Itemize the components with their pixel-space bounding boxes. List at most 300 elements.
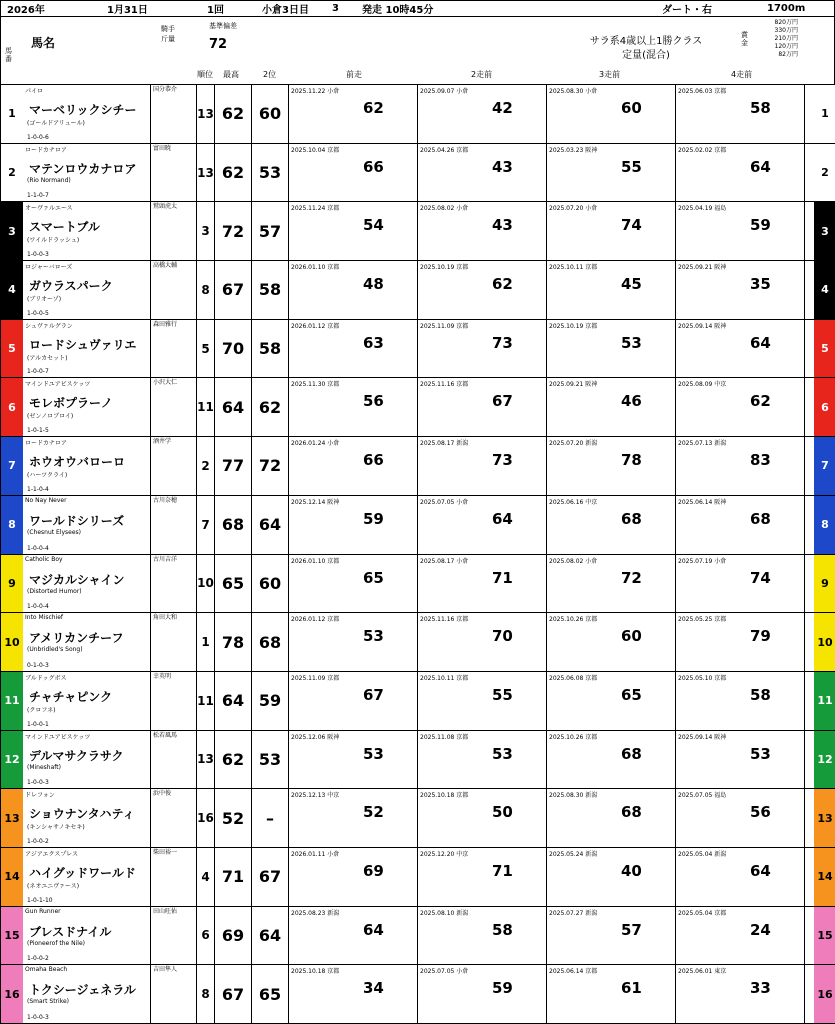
past-race-score: 58 <box>750 99 771 117</box>
horse-dam-sire: (Unbridled's Song) <box>27 646 83 654</box>
horse-sire: Omaha Beach <box>25 966 68 974</box>
prize-3: 210万円 <box>774 35 798 42</box>
horse-record: 1-0-0-7 <box>27 368 49 376</box>
second-score: 65 <box>252 965 289 1023</box>
past-race-1 <box>289 789 418 847</box>
past-race-header: 2026.01.10 京都 <box>291 264 340 272</box>
past-race-header: 2025.07.05 福島 <box>678 792 727 800</box>
past-race-4 <box>676 437 805 495</box>
past-race-header: 2026.01.24 小倉 <box>291 440 340 448</box>
past-race-score: 24 <box>750 920 771 939</box>
jockey-name: 柴田裕一 <box>153 848 178 856</box>
jockey-cell <box>151 555 197 613</box>
rank-cell: 16 <box>197 789 215 847</box>
past-race-header: 2025.07.20 小倉 <box>549 205 598 213</box>
past-race-score: 83 <box>750 451 771 470</box>
horse-cell <box>23 848 151 906</box>
jockey-name: 酒井学 <box>153 438 172 446</box>
col-name: 馬名 <box>31 36 56 50</box>
horse-record: 1-1-0-4 <box>27 485 49 493</box>
past-race-header: 2025.05.25 京都 <box>678 616 727 624</box>
rank-cell: 11 <box>197 672 215 730</box>
race-number: 3 <box>332 3 339 14</box>
rank-cell: 7 <box>197 496 215 554</box>
past-race-4 <box>676 555 805 613</box>
past-race-score: 71 <box>492 861 513 880</box>
past-race-header: 2025.07.13 新潟 <box>678 440 727 448</box>
horse-cell <box>23 378 151 436</box>
umaban-right: 11 <box>814 672 835 730</box>
past-race-score: 64 <box>750 157 771 176</box>
past-race-header: 2026.01.10 京都 <box>291 557 340 565</box>
horse-dam-sire: (Mineshaft) <box>27 763 61 771</box>
best-score: 62 <box>215 731 252 789</box>
past-race-header: 2025.08.30 新潟 <box>549 792 598 800</box>
past-race-score: 65 <box>621 685 642 704</box>
horse-name: ホウオウバローロ <box>29 455 126 470</box>
past-race-2 <box>418 907 547 965</box>
past-race-4 <box>676 202 805 260</box>
past-race-score: 46 <box>621 392 642 411</box>
prize-list <box>775 19 798 59</box>
sub-header <box>1 17 835 85</box>
past-race-header: 2026.01.11 小倉 <box>291 850 340 858</box>
past-race-4 <box>676 496 805 554</box>
jockey-name: 幸英明 <box>153 672 172 680</box>
jockey-cell <box>151 907 197 965</box>
past-race-header: 2025.09.07 小倉 <box>420 88 469 95</box>
past-race-4 <box>676 85 805 143</box>
umaban-left: 9 <box>1 555 23 613</box>
second-score: 58 <box>252 320 289 378</box>
base-deviation <box>209 21 279 52</box>
horse-cell <box>23 907 151 965</box>
horse-sire: ロードカナロア <box>25 146 67 154</box>
umaban-left: 16 <box>1 965 23 1023</box>
past-race-4 <box>676 907 805 965</box>
past-race-3 <box>547 965 676 1023</box>
umaban-right: 9 <box>814 555 835 613</box>
race-year: 2026年 <box>7 5 45 16</box>
past-race-header: 2025.11.09 京都 <box>420 322 469 330</box>
jockey-cell <box>151 261 197 319</box>
past-race-score: 62 <box>750 392 771 411</box>
horse-cell <box>23 965 151 1023</box>
jockey-cell <box>151 437 197 495</box>
umaban-right: 13 <box>814 789 835 847</box>
past-race-score: 60 <box>621 99 642 117</box>
best-score: 62 <box>215 85 252 143</box>
horse-name: ガウラスパーク <box>29 279 113 294</box>
col-prev1: 前走 <box>346 70 362 79</box>
horse-cell <box>23 613 151 671</box>
second-score: 72 <box>252 437 289 495</box>
umaban-left: 14 <box>1 848 23 906</box>
past-race-header: 2025.10.26 京都 <box>549 733 598 741</box>
past-race-2 <box>418 496 547 554</box>
past-race-header: 2025.09.21 阪神 <box>678 264 727 272</box>
second-score: 68 <box>252 613 289 671</box>
past-race-score: 59 <box>750 216 771 235</box>
jockey-cell <box>151 789 197 847</box>
past-race-score: 64 <box>750 861 771 880</box>
horse-record: 1-0-0-6 <box>27 133 49 141</box>
horse-cell <box>23 85 151 143</box>
umaban-left: 12 <box>1 731 23 789</box>
past-race-header: 2025.11.16 京都 <box>420 616 469 624</box>
past-race-score: 74 <box>621 216 642 235</box>
race-header <box>1 1 835 17</box>
past-race-4 <box>676 731 805 789</box>
past-race-score: 58 <box>492 920 513 939</box>
rank-cell: 13 <box>197 85 215 143</box>
past-race-4 <box>676 261 805 319</box>
base-label: 基準偏差 <box>209 22 237 30</box>
horse-sire: Catholic Boy <box>25 555 63 563</box>
umaban-right: 14 <box>814 848 835 906</box>
past-race-header: 2025.10.11 京都 <box>420 674 469 682</box>
second-score: 64 <box>252 496 289 554</box>
umaban-left: 11 <box>1 672 23 730</box>
past-race-3 <box>547 437 676 495</box>
horse-cell <box>23 789 151 847</box>
jockey-cell <box>151 320 197 378</box>
best-score: 65 <box>215 555 252 613</box>
past-race-score: 59 <box>492 979 513 998</box>
horse-cell <box>23 731 151 789</box>
horse-cell <box>23 437 151 495</box>
past-race-3 <box>547 144 676 202</box>
past-race-1 <box>289 555 418 613</box>
best-score: 69 <box>215 907 252 965</box>
past-race-2 <box>418 437 547 495</box>
jockey-cell <box>151 613 197 671</box>
past-race-header: 2025.02.02 京都 <box>678 146 727 154</box>
horse-cell <box>23 202 151 260</box>
jockey-name: 古川吉洋 <box>153 555 178 563</box>
past-race-2 <box>418 789 547 847</box>
col-best: 最高 <box>223 70 239 79</box>
past-race-1 <box>289 378 418 436</box>
runner-row <box>1 320 835 379</box>
umaban-right: 7 <box>814 437 835 495</box>
col-prev4: 4走前 <box>731 70 753 79</box>
horse-dam-sire: (ワイルドラッシュ) <box>27 237 80 245</box>
past-race-score: 33 <box>750 979 771 998</box>
past-race-header: 2025.06.03 京都 <box>678 88 727 95</box>
past-race-header: 2025.08.17 小倉 <box>420 557 469 565</box>
past-race-3 <box>547 555 676 613</box>
umaban-right: 3 <box>814 202 835 260</box>
past-race-1 <box>289 907 418 965</box>
past-race-1 <box>289 437 418 495</box>
race-conditions <box>561 35 731 63</box>
horse-dam-sire: (Chesnut Elysees) <box>27 528 81 536</box>
past-race-score: 64 <box>492 509 513 528</box>
second-score: – <box>252 789 289 847</box>
past-race-score: 63 <box>363 333 384 352</box>
best-score: 72 <box>215 202 252 260</box>
second-score: 59 <box>252 672 289 730</box>
horse-sire: Gun Runner <box>25 907 61 915</box>
jockey-name: 古川奈穂 <box>153 496 178 504</box>
past-race-2 <box>418 555 547 613</box>
horse-record: 1-0-0-2 <box>27 837 49 845</box>
past-race-header: 2025.10.19 京都 <box>420 264 469 272</box>
past-race-1 <box>289 848 418 906</box>
horse-sire: No Nay Never <box>25 496 67 504</box>
runner-row <box>1 731 835 790</box>
past-race-header: 2025.06.08 京都 <box>549 674 598 682</box>
horse-record: 1-1-0-7 <box>27 192 49 200</box>
col-rank: 順位 <box>197 70 213 79</box>
race-weight-rule: 定量(混合) <box>622 50 670 61</box>
past-race-3 <box>547 320 676 378</box>
jockey-name: 富田暁 <box>153 144 172 152</box>
past-race-score: 53 <box>363 627 384 646</box>
best-score: 71 <box>215 848 252 906</box>
past-race-score: 48 <box>363 275 384 294</box>
past-race-score: 55 <box>492 685 513 704</box>
past-race-header: 2025.04.26 京都 <box>420 146 469 154</box>
prize-2: 330万円 <box>774 27 798 34</box>
past-race-score: 64 <box>750 333 771 352</box>
horse-dam-sire: (ゴールドアリュール) <box>27 120 85 127</box>
past-race-header: 2025.08.10 新潟 <box>420 909 469 917</box>
col-prev3: 3走前 <box>599 70 621 79</box>
jockey-name: 吉田隼人 <box>153 966 178 974</box>
past-race-score: 56 <box>750 803 771 822</box>
past-race-4 <box>676 320 805 378</box>
past-race-2 <box>418 85 547 143</box>
horse-record: 1-0-1-10 <box>27 896 53 904</box>
col-jockey: 騎手 <box>161 25 175 33</box>
past-race-score: 68 <box>750 509 771 528</box>
runner-row <box>1 85 835 144</box>
past-race-2 <box>418 848 547 906</box>
horse-record: 1-0-0-5 <box>27 309 49 317</box>
past-race-score: 45 <box>621 275 642 294</box>
race-venue: 小倉3日目 <box>262 5 309 16</box>
jockey-name: 小沢大仁 <box>153 379 178 387</box>
past-race-3 <box>547 496 676 554</box>
rank-cell: 1 <box>197 613 215 671</box>
horse-cell <box>23 496 151 554</box>
past-race-score: 62 <box>363 99 384 117</box>
past-race-score: 69 <box>363 861 384 880</box>
past-race-4 <box>676 789 805 847</box>
past-race-header: 2025.10.19 京都 <box>549 322 598 330</box>
past-race-score: 66 <box>363 451 384 470</box>
horse-name: ブレスドナイル <box>29 924 112 939</box>
horse-dam-sire: (ゼンノロブロイ) <box>27 413 74 421</box>
horse-sire: ブルドッグボス <box>25 674 67 682</box>
past-race-header: 2025.12.13 中京 <box>291 792 340 800</box>
second-score: 58 <box>252 261 289 319</box>
horse-record: 1-0-0-1 <box>27 720 49 728</box>
horse-dam-sire: (クロフネ) <box>27 706 56 714</box>
past-race-score: 66 <box>363 157 384 176</box>
runner-row <box>1 555 835 614</box>
past-race-score: 53 <box>363 744 384 763</box>
past-race-header: 2025.05.10 京都 <box>678 674 727 682</box>
horse-record: 1-0-0-4 <box>27 544 49 552</box>
past-race-score: 62 <box>492 275 513 294</box>
past-race-header: 2025.11.24 京都 <box>291 205 340 213</box>
runner-row <box>1 437 835 496</box>
past-race-2 <box>418 320 547 378</box>
rank-cell: 5 <box>197 320 215 378</box>
past-race-header: 2025.11.22 小倉 <box>291 88 340 95</box>
past-race-score: 71 <box>492 568 513 587</box>
past-race-header: 2025.05.24 新潟 <box>549 850 598 858</box>
jockey-cell <box>151 144 197 202</box>
horse-sire: ロードカナロア <box>25 440 67 448</box>
past-race-header: 2025.04.19 福島 <box>678 205 727 213</box>
past-race-3 <box>547 731 676 789</box>
past-race-score: 43 <box>492 157 513 176</box>
rank-cell: 2 <box>197 437 215 495</box>
past-race-4 <box>676 613 805 671</box>
prize-4: 120万円 <box>774 43 798 50</box>
horse-name: マーベリックシチー <box>29 103 137 117</box>
horse-cell <box>23 555 151 613</box>
horse-name: トクシージェネラル <box>29 983 136 998</box>
past-race-header: 2025.06.16 中京 <box>549 498 598 506</box>
umaban-left: 13 <box>1 789 23 847</box>
base-value: 72 <box>209 37 228 52</box>
jockey-name: 田山旺佑 <box>153 907 178 915</box>
horse-dam-sire: (Rio Normand) <box>27 176 71 184</box>
past-race-score: 67 <box>492 392 513 411</box>
past-race-3 <box>547 907 676 965</box>
best-score: 67 <box>215 965 252 1023</box>
horse-dam-sire: (ネオユニヴァース) <box>27 882 80 890</box>
past-race-score: 57 <box>621 920 642 939</box>
past-race-header: 2025.07.20 新潟 <box>549 440 598 448</box>
past-race-score: 61 <box>621 979 642 998</box>
past-race-2 <box>418 672 547 730</box>
horse-name: デルマサクラサク <box>29 748 124 763</box>
past-race-score: 40 <box>621 861 642 880</box>
horse-name: アメリカンチーフ <box>29 631 124 646</box>
past-race-score: 54 <box>363 216 384 235</box>
past-race-header: 2025.12.06 阪神 <box>291 733 340 741</box>
rank-cell: 10 <box>197 555 215 613</box>
past-race-3 <box>547 789 676 847</box>
umaban-left: 4 <box>1 261 23 319</box>
past-race-1 <box>289 202 418 260</box>
runner-row <box>1 261 835 320</box>
runner-row <box>1 202 835 261</box>
umaban-right: 2 <box>814 144 835 202</box>
jockey-cell <box>151 496 197 554</box>
past-race-header: 2025.07.19 小倉 <box>678 557 727 565</box>
horse-record: 1-0-0-3 <box>27 779 49 787</box>
jockey-name: 森田雅行 <box>153 320 178 328</box>
past-race-header: 2025.07.27 新潟 <box>549 909 598 917</box>
past-race-score: 50 <box>492 803 513 822</box>
jockey-cell <box>151 731 197 789</box>
jockey-name: 角田大和 <box>153 614 178 622</box>
runner-row <box>1 672 835 731</box>
umaban-left: 5 <box>1 320 23 378</box>
horse-name: ワールドシリーズ <box>29 513 125 528</box>
runner-row <box>1 378 835 437</box>
best-score: 67 <box>215 261 252 319</box>
past-race-header: 2025.12.20 中京 <box>420 850 469 858</box>
jockey-cell <box>151 202 197 260</box>
umaban-left: 7 <box>1 437 23 495</box>
col-umaban: 馬番 <box>5 47 12 63</box>
past-race-score: 79 <box>750 627 771 646</box>
past-race-score: 53 <box>750 744 771 763</box>
umaban-right: 6 <box>814 378 835 436</box>
race-kai: 1回 <box>207 5 224 16</box>
best-score: 70 <box>215 320 252 378</box>
past-race-header: 2025.06.14 阪神 <box>678 498 727 506</box>
horse-name: モレボプラーノ <box>29 396 113 411</box>
horse-sire: ロジャーバローズ <box>25 264 73 272</box>
horse-dam-sire: (ハーツクライ) <box>27 472 68 480</box>
rank-cell: 13 <box>197 731 215 789</box>
past-race-header: 2025.11.08 京都 <box>420 733 469 741</box>
horse-dam-sire: (アルカセット) <box>27 354 68 362</box>
rank-cell: 6 <box>197 907 215 965</box>
past-race-score: 70 <box>492 627 513 646</box>
umaban-right: 16 <box>814 965 835 1023</box>
prize-label: 賞金 <box>741 31 748 47</box>
jockey-name: 高橋大輔 <box>153 262 178 270</box>
horse-name: マジカルシャイン <box>29 572 125 587</box>
past-race-score: 53 <box>621 333 642 352</box>
horse-dam-sire: (キンシャサノキセキ) <box>27 824 85 832</box>
past-race-score: 53 <box>492 744 513 763</box>
past-race-header: 2025.11.30 京都 <box>291 381 340 389</box>
umaban-left: 1 <box>1 85 23 143</box>
runner-row <box>1 496 835 555</box>
horse-record: 0-1-0-3 <box>27 661 49 669</box>
past-race-1 <box>289 672 418 730</box>
best-score: 52 <box>215 789 252 847</box>
umaban-right: 4 <box>814 261 835 319</box>
past-race-header: 2025.09.14 阪神 <box>678 733 727 741</box>
horse-name: スマートブル <box>29 220 100 235</box>
past-race-header: 2025.08.02 小倉 <box>420 205 469 213</box>
past-race-3 <box>547 378 676 436</box>
rank-cell: 4 <box>197 848 215 906</box>
prize-1: 820万円 <box>774 19 798 26</box>
best-score: 68 <box>215 496 252 554</box>
past-race-score: 35 <box>750 275 771 294</box>
past-race-header: 2025.07.05 小倉 <box>420 968 469 976</box>
past-race-header: 2025.08.30 小倉 <box>549 88 598 95</box>
past-race-1 <box>289 261 418 319</box>
horse-dam-sire: (Distorted Humor) <box>27 587 82 595</box>
jockey-cell <box>151 965 197 1023</box>
second-score: 62 <box>252 378 289 436</box>
past-race-score: 72 <box>621 568 642 587</box>
second-score: 57 <box>252 202 289 260</box>
past-race-1 <box>289 496 418 554</box>
past-race-header: 2025.07.05 小倉 <box>420 498 469 506</box>
horse-sire: オーヴァルエース <box>25 205 73 213</box>
past-race-score: 73 <box>492 451 513 470</box>
past-race-header: 2026.01.12 京都 <box>291 322 340 330</box>
jockey-cell <box>151 378 197 436</box>
horse-record: 1-0-0-3 <box>27 251 49 259</box>
umaban-right: 15 <box>814 907 835 965</box>
